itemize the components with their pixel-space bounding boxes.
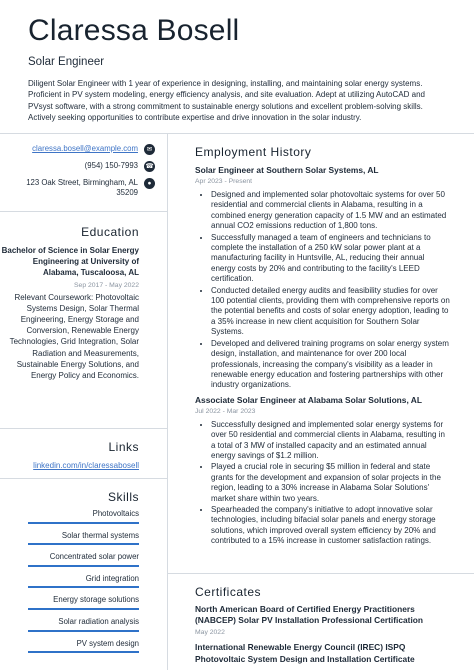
skill-level-bar (28, 586, 139, 588)
summary-paragraph: Diligent Solar Engineer with 1 year of experience in designing, installing, and maintaining solar energy systems. Proficient in PV system modeling, energy efficiency analysis, and site evaluation. Adept at utilizing AutoCAD and PVsyst software, with a strong commitment to sustainable energy solutions and excellent problem-solving skills. Actively seeking opportunities to contribute expertise and drive innovation in the solar industry. (28, 79, 425, 123)
divider-links-skills (0, 478, 167, 479)
skill-label: PV system design (76, 638, 139, 648)
email-link[interactable]: claressa.bosell@example.com (32, 144, 138, 153)
certificates-section (168, 585, 474, 665)
skill-item (0, 547, 167, 569)
skill-level-bar (28, 630, 139, 632)
contact-block (0, 133, 167, 198)
location-icon: ● (144, 178, 155, 189)
address-line-1: 123 Oak Street, Birmingham, AL (26, 178, 138, 187)
contact-phone-row (0, 161, 155, 172)
skill-level-bar (28, 608, 139, 610)
phone-text: (954) 150-7993 (84, 161, 138, 170)
skill-label: Energy storage solutions (53, 595, 139, 605)
skill-level-fill (28, 522, 139, 524)
skill-level-fill (28, 565, 139, 567)
job-bullet: • Designed and implemented solar photovoltaic systems for over 50 residential and commercial clients in Alabama, resulting in a combined energy generation capacity of 1.5 MW and an estimated annual CO2 emissions reduction of 1,800 tons. (211, 190, 450, 232)
skill-level-bar (28, 565, 139, 567)
employment-heading: Employment History (195, 145, 312, 159)
skill-label: Solar thermal systems (61, 530, 139, 540)
phone-icon: ☎ (145, 163, 154, 170)
job-bullet: • Played a crucial role in securing $5 million in federal and state grants for the development and expansion of solar projects in the region, leading to a 30% increase in Alabama Solar Solutions' market share within two years. (211, 462, 450, 504)
job-entry-title: Solar Engineer at Southern Solar Systems, AL (195, 165, 379, 175)
job-entry (195, 395, 450, 547)
education-dates: Sep 2017 - May 2022 (74, 281, 139, 289)
job-bullet: • Developed and delivered training programs on solar energy system design, installation, and maintenance for over 200 local professionals, increasing the company's visibility as a leader in renewable energy education and fostering partnerships with other industry organizations. (211, 339, 450, 391)
education-coursework: Relevant Coursework: Photovoltaic Systems Design, Solar Thermal Engineering, Energy Storage and Conversion, Renewable Energy Technologies, Grid Integration, Solar Radiation and Measurements, Sustainable Energy Solutions, and Energy Policy and Economics. (9, 292, 139, 381)
skill-item (0, 590, 167, 612)
divider-contact-education (0, 211, 167, 212)
skill-label: Solar radiation analysis (58, 616, 139, 626)
job-title: Solar Engineer (28, 56, 105, 68)
certificate-entry (195, 604, 450, 636)
certificates-heading: Certificates (195, 585, 262, 599)
skill-item (0, 569, 167, 591)
contact-address-row (0, 178, 155, 198)
skill-level-fill (28, 543, 139, 545)
skills-heading-wrap (0, 490, 167, 504)
address-text (26, 178, 138, 198)
skill-item (0, 634, 167, 656)
resume-header (0, 0, 474, 124)
skill-level-fill (28, 608, 139, 610)
divider-education-links (0, 428, 167, 429)
left-column (0, 133, 167, 648)
skills-list (0, 504, 167, 655)
job-entry-dates: Jul 2022 - Mar 2023 (195, 407, 256, 415)
contact-email-row (0, 144, 155, 155)
skill-item (0, 612, 167, 634)
skill-level-bar (28, 543, 139, 545)
links-section (0, 440, 167, 470)
skill-item (0, 504, 167, 526)
certificate-name: North American Board of Certified Energy Practitioners (NABCEP) Solar PV Installation Professional Certification (195, 604, 424, 626)
job-bullet: • Conducted detailed energy audits and feasibility studies for over 100 potential clients, providing them with comprehensive reports on the potential benefits and costs of solar energy adoption, leading to a 35% increase in new client acquisition for Southern Solar Systems. (211, 286, 450, 338)
address-line-2: 35209 (116, 188, 138, 197)
education-degree: Bachelor of Science in Solar Energy Engineering at University of Alabama, Tuscaloosa, AL (1, 246, 139, 278)
certificate-entry (195, 642, 450, 664)
skill-level-fill (28, 651, 139, 653)
skill-item (0, 526, 167, 548)
skill-level-fill (28, 630, 139, 632)
email-icon: ✉ (144, 144, 155, 155)
job-entry (195, 165, 450, 391)
employment-section (168, 133, 474, 547)
skill-level-bar (28, 651, 139, 653)
education-section (0, 225, 167, 381)
linkedin-link[interactable]: linkedin.com/in/claressabosell (33, 461, 139, 470)
job-bullet: • Spearheaded the company's initiative to adopt innovative solar technologies, including bifacial solar panels and energy storage solutions, which improved overall system efficiency by 20% and contributed to a 15% increase in customer satisfaction ratings. (211, 505, 450, 547)
job-bullets (195, 420, 450, 547)
job-entry-dates: Apr 2023 - Present (195, 178, 253, 185)
skill-level-bar (28, 522, 139, 524)
job-bullet: • Successfully managed a team of engineers and technicians to complete the installation of a 250 kW solar power plant at a manufacturing facility in Huntsville, AL, reducing their annual energy costs by 20% and contributing to the facility's LEED certification. (211, 233, 450, 285)
skill-label: Photovoltaics (92, 509, 139, 518)
links-heading: Links (108, 440, 139, 454)
divider-employment-certificates (168, 573, 474, 574)
skill-label: Grid integration (85, 573, 139, 583)
skill-level-fill (28, 586, 139, 588)
skill-label: Concentrated solar power (49, 552, 139, 562)
right-column (168, 133, 474, 664)
certificate-date: May 2022 (195, 629, 225, 637)
job-bullet: • Successfully designed and implemented solar energy systems for over 50 residential and commercial clients in Alabama, resulting in a total of 3 MW of installed capacity and an estimated annual energy savings of $1.2 million. (211, 420, 450, 462)
certificate-name: International Renewable Energy Council (IREC) ISPQ Photovoltaic System Design and Installation Certificate (195, 642, 415, 664)
candidate-name: Claressa Bosell (28, 14, 240, 47)
education-heading: Education (81, 225, 139, 239)
job-entry-title: Associate Solar Engineer at Alabama Solar Solutions, AL (195, 394, 422, 405)
job-bullets (195, 190, 450, 391)
skills-heading: Skills (107, 490, 139, 504)
skills-section (0, 490, 167, 655)
